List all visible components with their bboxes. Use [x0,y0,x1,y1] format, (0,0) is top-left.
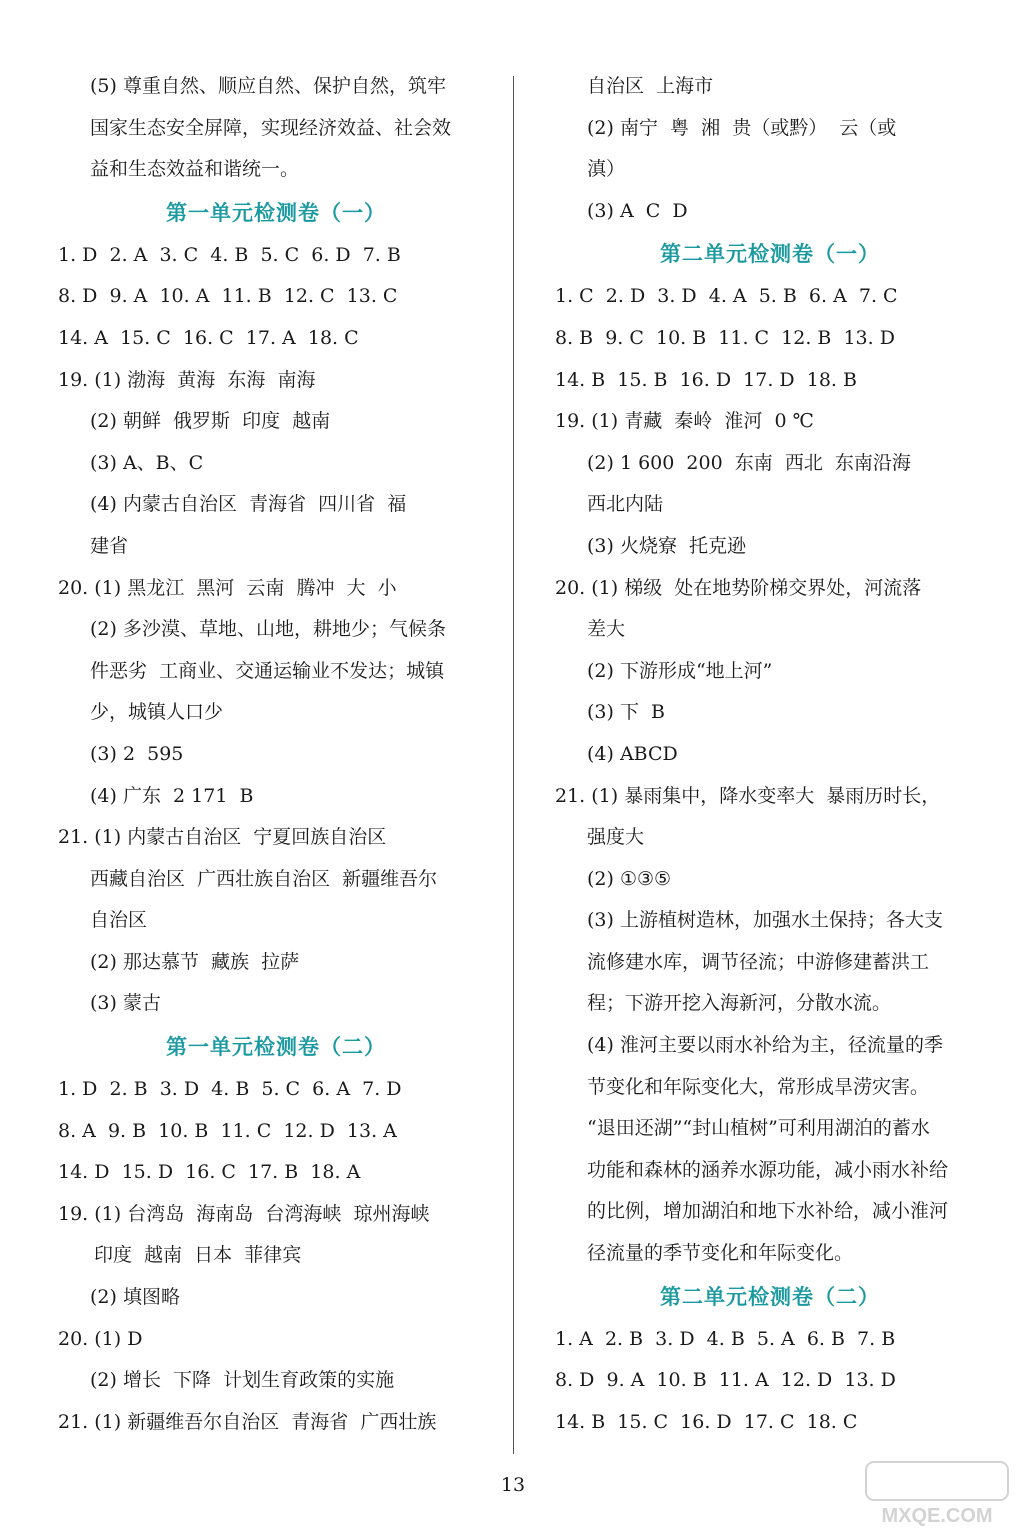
answer-line: (4) 内蒙古自治区 青海省 四川省 福 [90,493,407,516]
answer-line: 滇） [587,158,626,181]
answer-line: (2) 南宁 粤 湘 贵（或黔） 云（或 [587,116,897,139]
answer-line: (4) 淮河主要以雨水补给为主，径流量的季 [587,1034,943,1057]
answer-line: 19. (1) 台湾岛 海南岛 台湾海峡 琼州海峡 [58,1202,430,1225]
right-column [555,66,985,1443]
answer-line: 14. B 15. B 16. D 17. D 18. B [555,368,857,391]
column-divider [513,76,514,1454]
answer-line: 14. B 15. C 16. D 17. C 18. C [555,1410,858,1433]
answer-line: (5) 尊重自然、顺应自然、保护自然，筑牢 [90,75,446,97]
watermark-logo [862,1458,1012,1528]
answer-line: 益和生态效益和谐统一。 [90,158,300,181]
answer-line: 21. (1) 新疆维吾尔自治区 青海省 广西壮族 [58,1410,437,1433]
answer-line: 西北内陆 [587,493,664,516]
answer-line: 自治区 上海市 [587,75,714,97]
answer-line: 1. D 2. A 3. C 4. B 5. C 6. D 7. B [58,243,401,266]
section-heading: 第一单元检测卷（二） [166,1034,386,1060]
answer-line: (2) 增长 下降 计划生育政策的实施 [90,1369,395,1392]
answer-line: 19. (1) 渤海 黄海 东海 南海 [58,368,316,391]
answer-line: 21. (1) 暴雨集中，降水变率大 暴雨历时长， [555,784,941,807]
answer-line: (3) 蒙古 [90,992,161,1015]
answer-line: “退田还湖”“封山植树”可利用湖泊的蓄水 [587,1117,930,1140]
answer-line: 20. (1) 黑龙江 黑河 云南 腾冲 大 小 [58,576,397,599]
answer-line: (2) ①③⑤ [587,867,672,890]
answer-line: 8. B 9. C 10. B 11. C 12. B 13. D [555,326,895,349]
answer-line: 强度大 [587,826,645,849]
answer-line: 19. (1) 青藏 秦岭 淮河 0 ℃ [555,410,814,433]
answer-line: (3) 火烧寮 托克逊 [587,534,747,557]
answer-line: 程；下游开挖入海新河，分散水流。 [587,992,892,1015]
answer-line: (2) 填图略 [90,1286,180,1309]
answer-line: 国家生态安全屏障，实现经济效益、社会效 [90,116,452,139]
answer-line: 径流量的季节变化和年际变化。 [587,1242,854,1265]
answer-line: (2) 那达慕节 藏族 拉萨 [90,950,300,973]
answer-line: 建省 [90,534,129,557]
answer-line: 少，城镇人口少 [90,701,224,724]
answer-line: (4) 广东 2 171 B [90,784,254,807]
answer-line: 20. (1) 梯级 处在地势阶梯交界处，河流落 [555,576,922,599]
answer-line: 8. D 9. A 10. B 11. A 12. D 13. D [555,1369,896,1392]
answer-line: (3) 2 595 [90,742,184,765]
answer-line: 1. C 2. D 3. D 4. A 5. B 6. A 7. C [555,285,898,308]
answer-line: 21. (1) 内蒙古自治区 宁夏回族自治区 [58,826,387,849]
answer-line: 1. A 2. B 3. D 4. B 5. A 6. B 7. B [555,1327,896,1350]
answer-line: 功能和森林的涵养水源功能，减小雨水补给 [587,1158,949,1181]
section-heading: 第一单元检测卷（一） [166,199,386,225]
answer-line: 20. (1) D [58,1327,143,1350]
section-heading: 第二单元检测卷（二） [660,1283,880,1309]
answer-line: (2) 朝鲜 俄罗斯 印度 越南 [90,410,331,433]
answer-line: 1. D 2. B 3. D 4. B 5. C 6. A 7. D [58,1078,402,1101]
answer-line: (2) 1 600 200 东南 西北 东南沿海 [587,451,911,474]
answer-line: 印度 越南 日本 菲律宾 [94,1244,302,1267]
answer-line: 西藏自治区 广西壮族自治区 新疆维吾尔 [90,867,438,890]
left-column [58,66,494,1443]
answer-line: 差大 [587,618,626,641]
watermark-text: MXQE.COM [881,1505,993,1527]
answer-line: 8. D 9. A 10. A 11. B 12. C 13. C [58,285,398,308]
section-heading: 第二单元检测卷（一） [660,241,880,267]
answer-line: 的比例，增加湖泊和地下水补给，减小淮河 [587,1200,949,1223]
answer-line: 8. A 9. B 10. B 11. C 12. D 13. A [58,1119,397,1142]
answer-line: (3) 上游植树造林，加强水土保持；各大支 [587,909,943,932]
answer-line: 14. D 15. D 16. C 17. B 18. A [58,1161,361,1184]
answer-line: 14. A 15. C 16. C 17. A 18. C [58,326,359,349]
answer-line: (4) ABCD [587,742,678,765]
answer-line: 自治区 [90,909,148,932]
answer-line: (2) 多沙漠、草地、山地，耕地少；气候条 [90,618,446,641]
answer-line: (3) A C D [587,199,688,222]
answer-line: 件恶劣 工商业、交通运输业不发达；城镇 [90,659,445,682]
answer-line: (3) A、B、C [90,451,204,474]
answer-line: (2) 下游形成“地上河” [587,659,773,682]
page-number: 13 [500,1474,526,1496]
answer-line: 流修建水库，调节径流；中游修建蓄洪工 [587,950,930,973]
answer-line: 节变化和年际变化大，常形成旱涝灾害。 [587,1075,930,1098]
answer-line: (3) 下 B [587,701,665,724]
